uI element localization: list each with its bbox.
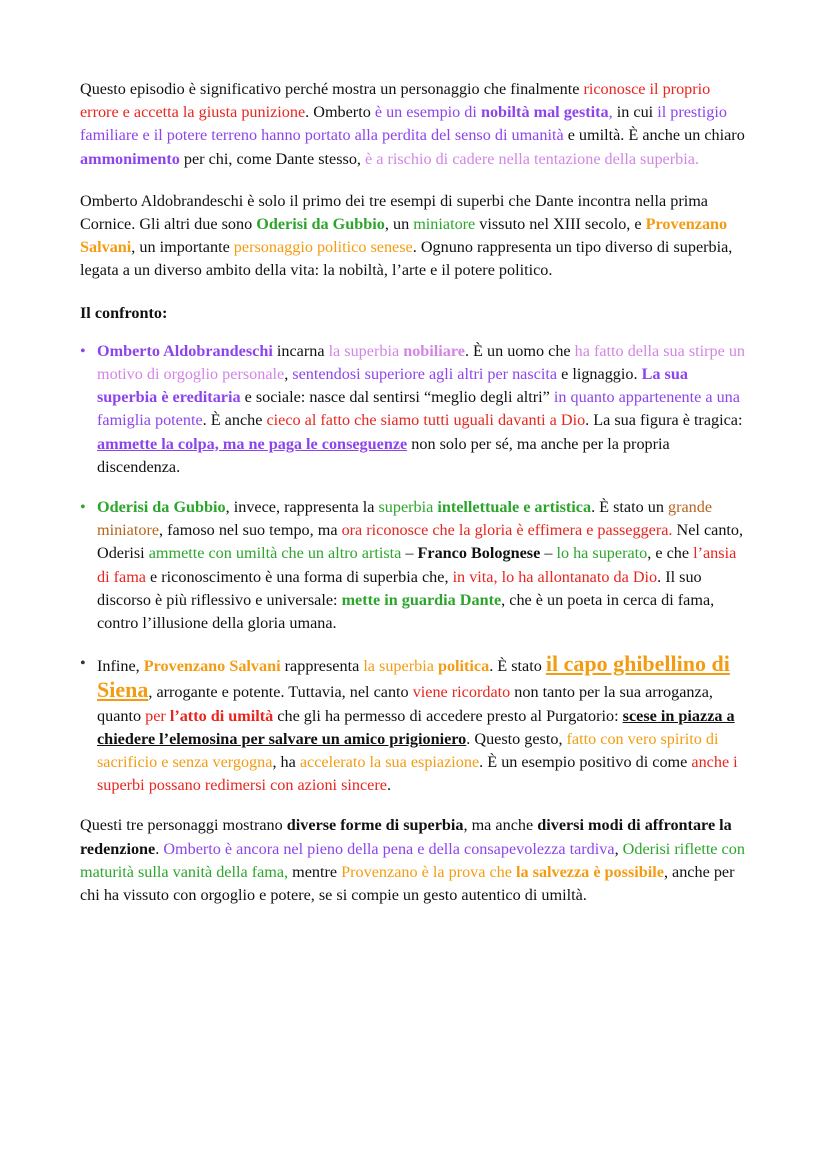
bullet-marker: • xyxy=(80,341,86,360)
section-heading: Il confronto: xyxy=(80,303,168,322)
paragraph-omberto-significance: Questo episodio è significativo perché mostra un personaggio che finalmente riconosce il proprio errore e accetta la giusta punizione. Omberto è un esempio di nobiltà mal gestita, in cui il prestigio familiare e il potere terreno hanno portato alla perdita del senso di umanità e umiltà. È anche un chiaro ammonimento per chi, come Dante stesso, è a rischio di cadere nella tentazione della superbia. xyxy=(80,80,745,168)
comparison-list xyxy=(80,340,752,798)
paragraph-three-proud-examples: Omberto Aldobrandeschi è solo il primo dei tre esempi di superbi che Dante incontra nella prima Cornice. Gli altri due sono Oderisi da Gubbio, un miniatore vissuto nel XIII secolo, e Provenzano Salvani, un importante personaggio politico senese. Ognuno rappresenta un tipo diverso di superbia, legata a un diverso ambito della vita: la nobiltà, l’arte e il potere politico. xyxy=(80,191,733,280)
bullet-marker: • xyxy=(80,498,86,517)
list-item-omberto: • Omberto Aldobrandeschi incarna la superbia nobiliare. È un uomo che ha fatto della sua stirpe un motivo di orgoglio personale, sentendosi superiore agli altri per nascita e lignaggio. La sua superbia è ereditaria e sociale: nasce dal sentirsi “meglio degli altri” in quanto appartenente a una famiglia potente. È anche cieco al fatto che siamo tutti uguali davanti a Dio. La sua figura è tragica: ammette la colpa, ma ne paga le conseguenze non solo per sé, ma anche per la propria discendenza. xyxy=(80,341,746,476)
document-page xyxy=(80,78,752,907)
bullet-marker: • xyxy=(80,654,86,673)
paragraph-conclusion: Questi tre personaggi mostrano diverse forme di superbia, ma anche diversi modi di affrontare la redenzione. Omberto è ancora nel pieno della pena e della consapevolezza tardiva, Oderisi riflette con maturità sulla vanità della fama, mentre Provenzano è la prova che la salvezza è possibile, anche per chi ha vissuto con orgoglio e potere, se si compie un gesto autentico di umiltà. xyxy=(80,816,745,905)
list-item-provenzano: • Infine, Provenzano Salvani rappresenta la superbia politica. È stato il capo ghibellino di Siena, arrogante e potente. Tuttavia, nel canto viene ricordato non tanto per la sua arroganza, quanto per l’atto di umiltà che gli ha permesso di accedere presto al Purgatorio: scese in piazza a chiedere l’elemosina per salvare un amico prigioniero. Questo gesto, fatto con vero spirito di sacrificio e senza vergogna, ha accelerato la sua espiazione. È un esempio positivo di come anche i superbi possano redimersi con azioni sincere. xyxy=(80,651,738,795)
list-item-oderisi: • Oderisi da Gubbio, invece, rappresenta la superbia intellettuale e artistica. È stato un grande miniatore, famoso nel suo tempo, ma ora riconosce che la gloria è effimera e passeggera. Nel canto, Oderisi ammette con umiltà che un altro artista – Franco Bolognese – lo ha superato, e che l’ansia di fama e riconoscimento è una forma di superbia che, in vita, lo ha allontanato da Dio. Il suo discorso è più riflessivo e universale: mette in guardia Dante, che è un poeta in cerca di fama, contro l’illusione della gloria umana. xyxy=(80,498,744,633)
